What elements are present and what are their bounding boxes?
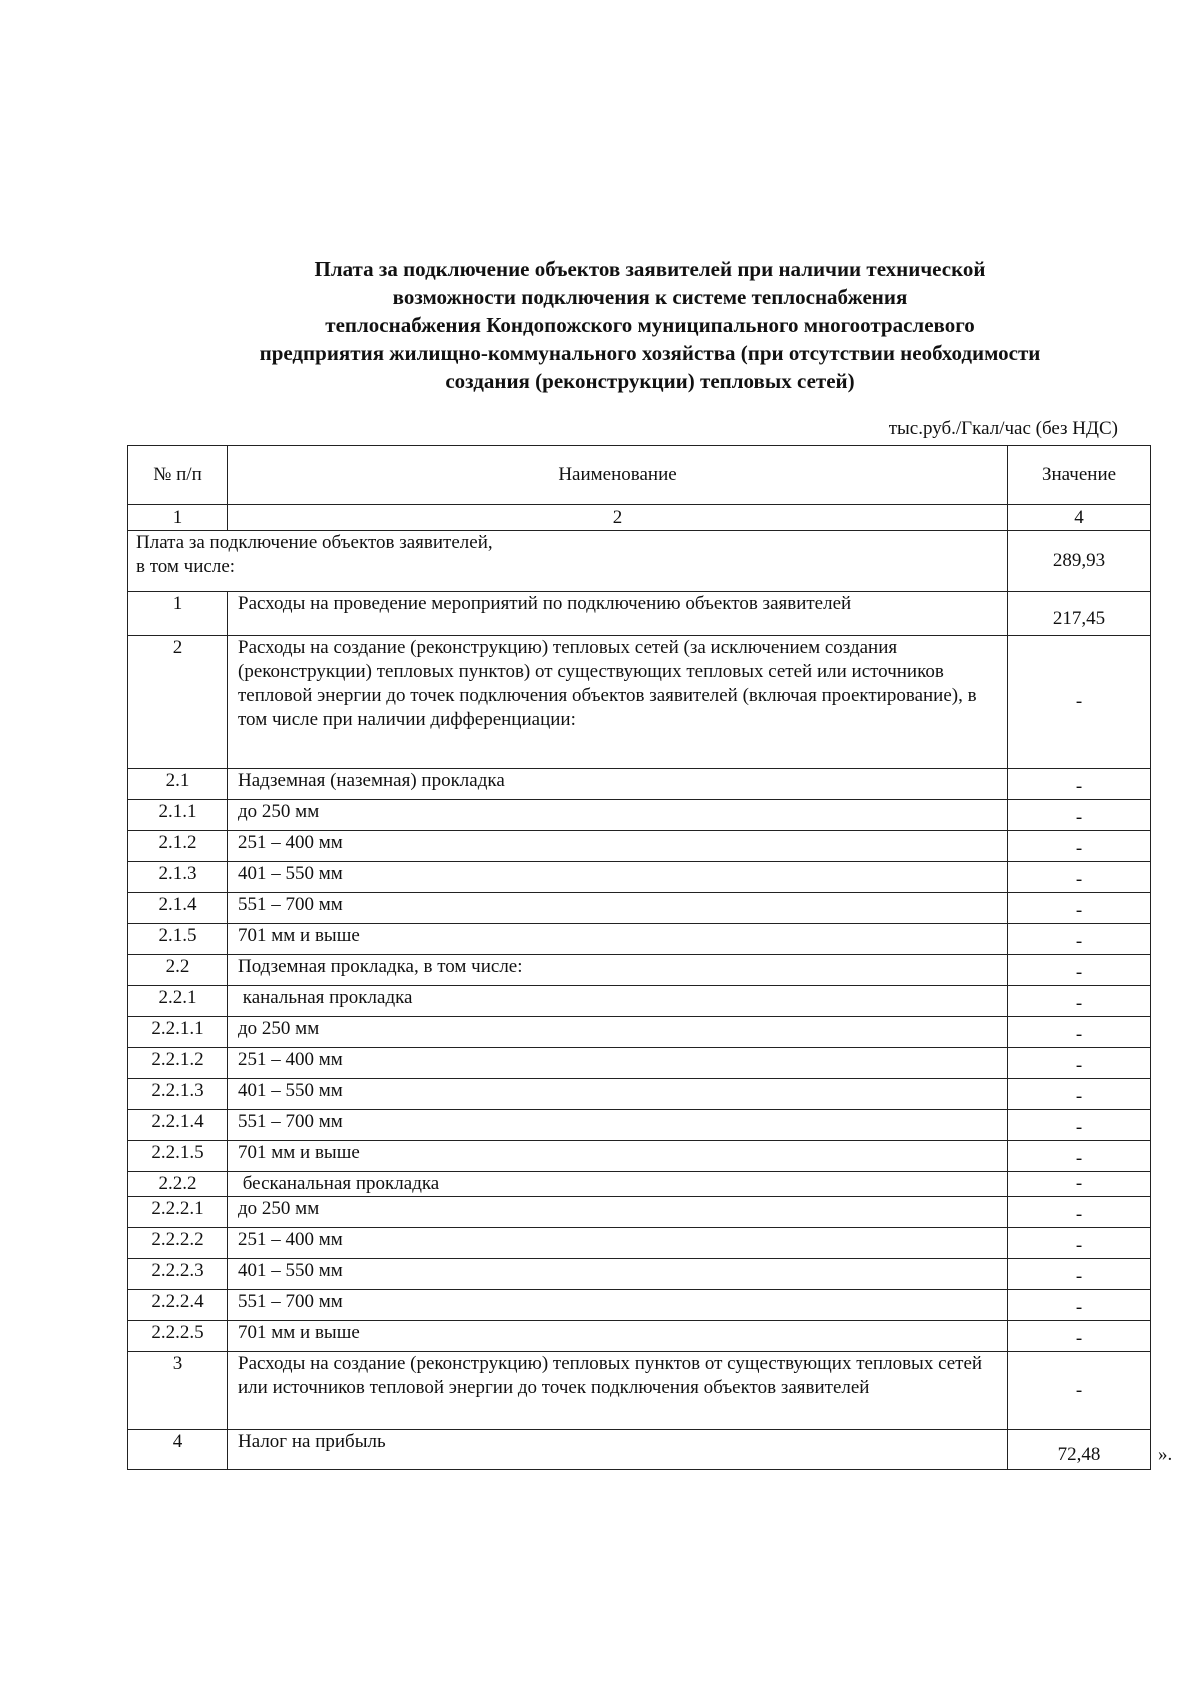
row-value: 72,48 bbox=[1008, 1430, 1151, 1470]
total-value: 289,93 bbox=[1008, 531, 1151, 592]
header-num: № п/п bbox=[128, 446, 228, 505]
index-value: 4 bbox=[1008, 505, 1151, 531]
row-value: - bbox=[1008, 924, 1151, 955]
title-line: Плата за подключение объектов заявителей при наличии технической bbox=[314, 257, 986, 281]
row-number: 2.2.2.2 bbox=[128, 1228, 228, 1259]
row-name: 701 мм и выше bbox=[228, 1141, 1008, 1172]
table-row bbox=[128, 592, 1151, 636]
row-number: 2.2.1.2 bbox=[128, 1048, 228, 1079]
table-row bbox=[128, 924, 1151, 955]
row-value: - bbox=[1008, 955, 1151, 986]
header-name: Наименование bbox=[228, 446, 1008, 505]
row-name: до 250 мм bbox=[228, 800, 1008, 831]
table-row bbox=[128, 1079, 1151, 1110]
document-title bbox=[130, 255, 1170, 395]
row-number: 2.2.2.5 bbox=[128, 1321, 228, 1352]
total-label bbox=[128, 531, 1008, 592]
row-name: 401 – 550 мм bbox=[228, 1259, 1008, 1290]
title-line: создания (реконструкции) тепловых сетей) bbox=[445, 369, 855, 393]
row-number: 2.2.1.3 bbox=[128, 1079, 228, 1110]
row-name: 701 мм и выше bbox=[228, 1321, 1008, 1352]
table-row bbox=[128, 1017, 1151, 1048]
row-value: - bbox=[1008, 1172, 1151, 1197]
table-row bbox=[128, 636, 1151, 769]
row-value: - bbox=[1008, 831, 1151, 862]
table-row bbox=[128, 1259, 1151, 1290]
row-number: 2.2 bbox=[128, 955, 228, 986]
row-name: 251 – 400 мм bbox=[228, 1048, 1008, 1079]
table-row bbox=[128, 893, 1151, 924]
row-value: - bbox=[1008, 1079, 1151, 1110]
table-row bbox=[128, 986, 1151, 1017]
units-note: тыс.руб./Гкал/час (без НДС) bbox=[888, 418, 1118, 439]
row-number: 2.2.1.1 bbox=[128, 1017, 228, 1048]
table-row bbox=[128, 1352, 1151, 1430]
row-name: 251 – 400 мм bbox=[228, 831, 1008, 862]
table-row bbox=[128, 862, 1151, 893]
row-number: 2.1.2 bbox=[128, 831, 228, 862]
row-value: - bbox=[1008, 893, 1151, 924]
table-row bbox=[128, 1172, 1151, 1197]
row-value: - bbox=[1008, 986, 1151, 1017]
table-row bbox=[128, 769, 1151, 800]
header-value: Значение bbox=[1008, 446, 1151, 505]
row-value: - bbox=[1008, 1290, 1151, 1321]
row-name: Надземная (наземная) прокладка bbox=[228, 769, 1008, 800]
index-num: 1 bbox=[128, 505, 228, 531]
title-line: возможности подключения к системе теплоснабжения bbox=[392, 285, 908, 309]
table-row bbox=[128, 1321, 1151, 1352]
row-value: - bbox=[1008, 636, 1151, 769]
row-number: 2.2.2.3 bbox=[128, 1259, 228, 1290]
row-number: 2.1.1 bbox=[128, 800, 228, 831]
row-name: бесканальная прокладка bbox=[228, 1172, 1008, 1197]
row-value: 217,45 bbox=[1008, 592, 1151, 636]
row-value: - bbox=[1008, 1110, 1151, 1141]
row-name: 401 – 550 мм bbox=[228, 862, 1008, 893]
total-row bbox=[128, 531, 1151, 592]
row-name: Расходы на создание (реконструкцию) тепловых пунктов от существующих тепловых сетей или источников тепловой энергии до точек подключения объектов заявителей bbox=[228, 1352, 1008, 1430]
row-value: - bbox=[1008, 1228, 1151, 1259]
row-value: - bbox=[1008, 1321, 1151, 1352]
row-name: 701 мм и выше bbox=[228, 924, 1008, 955]
row-number: 2.1.5 bbox=[128, 924, 228, 955]
row-number: 2.2.1 bbox=[128, 986, 228, 1017]
table-row bbox=[128, 1290, 1151, 1321]
row-number: 4 bbox=[128, 1430, 228, 1470]
row-name: канальная прокладка bbox=[228, 986, 1008, 1017]
row-name: Расходы на создание (реконструкцию) тепловых сетей (за исключением создания (реконструкции) тепловых пунктов) от существующих тепловых сетей или источников тепловой энергии до точек подключения объектов заявителей (включая проектирование), в том числе при наличии дифференциации: bbox=[228, 636, 1008, 769]
table-row bbox=[128, 1141, 1151, 1172]
row-name: Налог на прибыль bbox=[228, 1430, 1008, 1470]
table-row bbox=[128, 831, 1151, 862]
total-label-line: Плата за подключение объектов заявителей, bbox=[136, 532, 493, 553]
title-line: предприятия жилищно-коммунального хозяйства (при отсутствии необходимости bbox=[259, 341, 1041, 365]
table-row bbox=[128, 1197, 1151, 1228]
row-name: Расходы на проведение мероприятий по подключению объектов заявителей bbox=[228, 592, 1008, 636]
row-value: - bbox=[1008, 1259, 1151, 1290]
row-name: 551 – 700 мм bbox=[228, 893, 1008, 924]
total-label-line: в том числе: bbox=[136, 556, 236, 577]
table-row bbox=[128, 1430, 1151, 1470]
table-header-row bbox=[128, 446, 1151, 505]
closing-quote: ». bbox=[1158, 1444, 1173, 1465]
row-number: 2.2.2.1 bbox=[128, 1197, 228, 1228]
row-number: 2.2.2 bbox=[128, 1172, 228, 1197]
row-number: 3 bbox=[128, 1352, 228, 1430]
row-name: 551 – 700 мм bbox=[228, 1290, 1008, 1321]
row-value: - bbox=[1008, 1048, 1151, 1079]
row-name: до 250 мм bbox=[228, 1197, 1008, 1228]
title-line: теплоснабжения Кондопожского муниципального многоотраслевого bbox=[325, 313, 975, 337]
table-row bbox=[128, 1110, 1151, 1141]
row-name: 401 – 550 мм bbox=[228, 1079, 1008, 1110]
row-number: 2.1.4 bbox=[128, 893, 228, 924]
table-row bbox=[128, 800, 1151, 831]
column-index-row bbox=[128, 505, 1151, 531]
row-value: - bbox=[1008, 862, 1151, 893]
row-value: - bbox=[1008, 1197, 1151, 1228]
row-name: Подземная прокладка, в том числе: bbox=[228, 955, 1008, 986]
row-name: до 250 мм bbox=[228, 1017, 1008, 1048]
row-number: 2.1 bbox=[128, 769, 228, 800]
index-name: 2 bbox=[228, 505, 1008, 531]
row-number: 2.2.1.5 bbox=[128, 1141, 228, 1172]
row-value: - bbox=[1008, 1017, 1151, 1048]
table-row bbox=[128, 1048, 1151, 1079]
row-number: 2.1.3 bbox=[128, 862, 228, 893]
row-number: 1 bbox=[128, 592, 228, 636]
row-value: - bbox=[1008, 1141, 1151, 1172]
table-row bbox=[128, 955, 1151, 986]
row-number: 2 bbox=[128, 636, 228, 769]
table-row bbox=[128, 1228, 1151, 1259]
row-name: 551 – 700 мм bbox=[228, 1110, 1008, 1141]
row-value: - bbox=[1008, 1352, 1151, 1430]
row-value: - bbox=[1008, 769, 1151, 800]
row-value: - bbox=[1008, 800, 1151, 831]
row-number: 2.2.2.4 bbox=[128, 1290, 228, 1321]
fee-table bbox=[127, 445, 1151, 1470]
row-name: 251 – 400 мм bbox=[228, 1228, 1008, 1259]
row-number: 2.2.1.4 bbox=[128, 1110, 228, 1141]
